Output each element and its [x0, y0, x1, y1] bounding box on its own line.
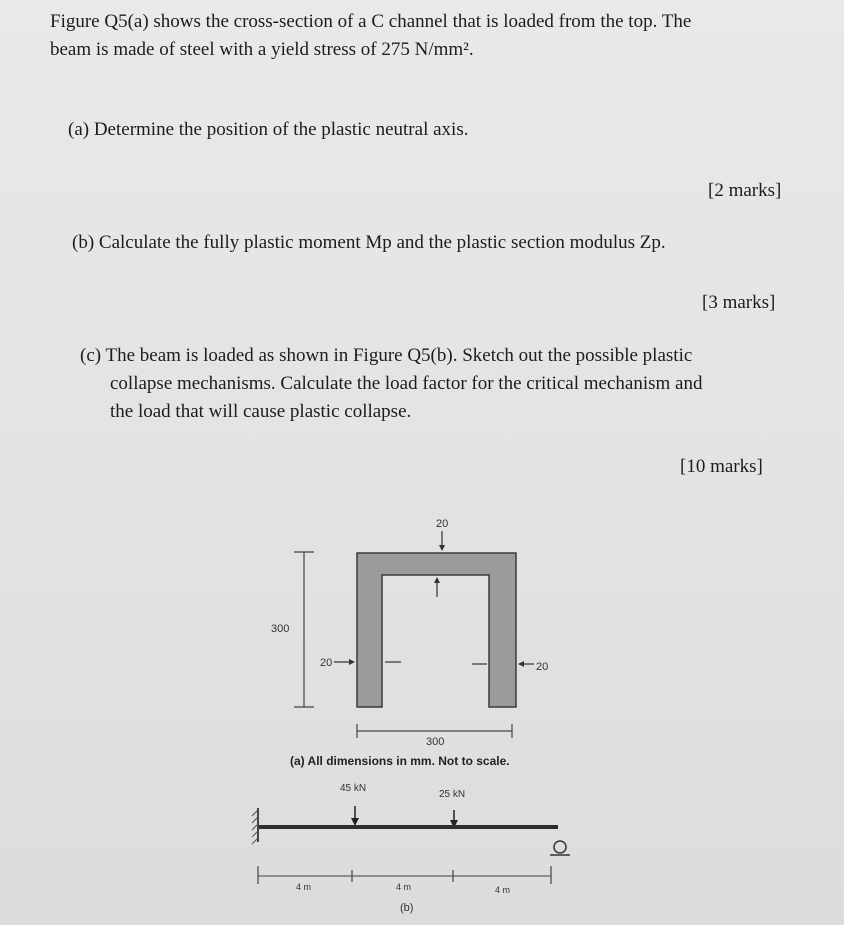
beam [258, 825, 558, 829]
part-c-line-2: collapse mechanisms. Calculate the load factor for the critical mechanism and [110, 373, 703, 394]
load-1-label: 45 kN [340, 783, 367, 794]
span-2-label: 4 m [396, 882, 412, 892]
figure-a-caption: (a) All dimensions in mm. Not to scale. [290, 754, 510, 768]
c-channel-section [357, 553, 516, 707]
dim-top-flange-label: 20 [436, 518, 449, 530]
dim-top-arrowhead-down [439, 545, 445, 551]
span-3-label: 4 m [495, 885, 511, 895]
intro-line-1: Figure Q5(a) shows the cross-section of a C channel that is loaded from the top. The [50, 11, 692, 32]
part-c-marks: [10 marks] [680, 456, 763, 477]
intro-line-2: beam is made of steel with a yield stress of 275 N/mm². [50, 39, 474, 60]
part-c-line-3: the load that will cause plastic collapse. [110, 401, 412, 422]
part-b-text: (b) Calculate the fully plastic moment Mp and the plastic section modulus Zp. [72, 232, 666, 253]
figure-b-caption: (b) [400, 902, 414, 914]
dim-left-web-arrowhead [349, 659, 355, 665]
part-b-marks: [3 marks] [702, 292, 776, 313]
dim-right-web-arrowhead [518, 661, 524, 667]
load-2-label: 25 kN [439, 789, 466, 800]
load-1-arrowhead [351, 818, 359, 826]
part-a-text: (a) Determine the position of the plastic neutral axis. [68, 119, 469, 140]
right-support [554, 841, 566, 853]
dim-right-web-label: 20 [536, 661, 549, 673]
span-1-label: 4 m [296, 882, 312, 892]
dim-top-arrowhead-up [434, 577, 440, 583]
dim-width-label: 300 [426, 736, 445, 748]
dim-height-label: 300 [271, 623, 290, 635]
dim-left-web-label: 20 [320, 657, 333, 669]
part-a-marks: [2 marks] [708, 180, 782, 201]
part-c-line-1: (c) The beam is loaded as shown in Figure Q5(b). Sketch out the possible plastic [80, 345, 693, 366]
